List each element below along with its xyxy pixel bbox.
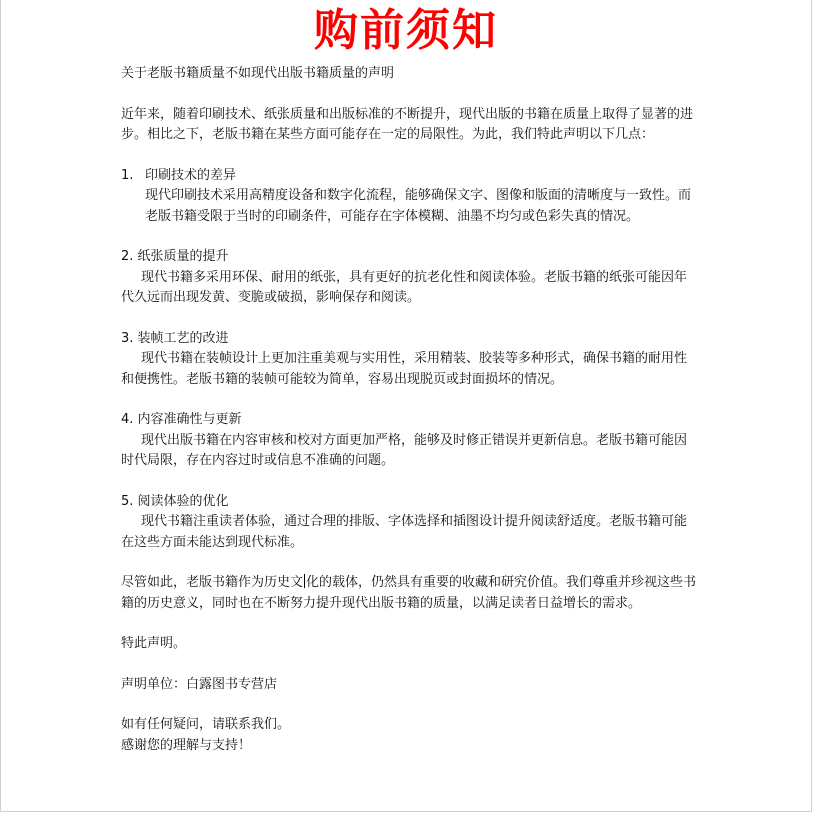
list-item-heading-3 [121,329,699,350]
list-item-heading-5 [121,492,699,513]
list-item-number: 2. [121,249,134,264]
list-item-text-4: 现代出版书籍在内容审核和校对方面更加严格，能够及时修正错误并更新信息。老版书籍可能因时代局限，存在内容过时或信息不准确的问题。 [121,432,688,468]
list-item-number: 3. [121,330,134,346]
list-item-text-5: 现代书籍注重读者体验，通过合理的排版、字体选择和插图设计提升阅读舒适度。老版书籍可能在这些方面未能达到现代标准。 [121,514,688,550]
page-title: 购前须知 [314,5,498,56]
list-item-number: 4. [121,412,134,427]
contact-line: 如有任何疑问，请联系我们。 [121,717,291,732]
list-item-heading: 阅读体验的优化 [137,493,229,509]
list-item-heading: 内容准确性与更新 [137,412,242,427]
statement-line: 特此声明。 [121,636,187,651]
list-item-heading: 装帧工艺的改进 [137,330,229,346]
conclusion-paragraph [121,573,699,614]
list-item-heading: 印刷技术的差异 [145,167,237,183]
list-item-text-3: 现代书籍在装帧设计上更加注重美观与实用性，采用精装、胶装等多种形式，确保书籍的耐用性和便携性。老版书籍的装帧可能较为简单，容易出现脱页或封面损坏的情况。 [121,351,688,387]
list-item-heading-1 [121,166,699,187]
list-item-heading: 纸张质量的提升 [137,249,229,264]
thanks-line: 感谢您的理解与支持！ [121,737,252,753]
text-cursor [304,574,305,588]
list-item-number: 1. [121,167,134,183]
list-item-heading-2 [121,247,699,268]
issuer-line: 声明单位：白露图书专营店 [121,676,278,692]
conclusion-text-start: 尽管如此，老版书籍作为历史文 [121,575,304,590]
intro-paragraph: 近年来，随着印刷技术、纸张质量和出版标准的不断提升，现代出版的书籍在质量上取得了显著的进步。相比之下，老版书籍在某些方面可能存在一定的局限性。为此，我们特此声明以下几点： [121,106,694,142]
list-item-number: 5. [121,493,134,509]
conclusion-text-end: 化的载体，仍然具有重要的收藏和研究价值。我们尊重并珍视这些书籍的历史意义，同时也在不断努力提升现代出版书籍的质量，以满足读者日益增长的需求。 [121,575,697,611]
document-body[interactable] [121,64,699,756]
list-item-text-1: 现代印刷技术采用高精度设备和数字化流程，能够确保文字、图像和版面的清晰度与一致性。而老版书籍受限于当时的印刷条件，可能存在字体模糊、油墨不均匀或色彩失真的情况。 [145,188,692,224]
list-item-text-2: 现代书籍多采用环保、耐用的纸张，具有更好的抗老化性和阅读体验。老版书籍的纸张可能因年代久远而出现发黄、变脆或破损，影响保存和阅读。 [121,269,688,305]
subtitle: 关于老版书籍质量不如现代出版书籍质量的声明 [121,66,395,81]
list-item-heading-4 [121,410,699,431]
